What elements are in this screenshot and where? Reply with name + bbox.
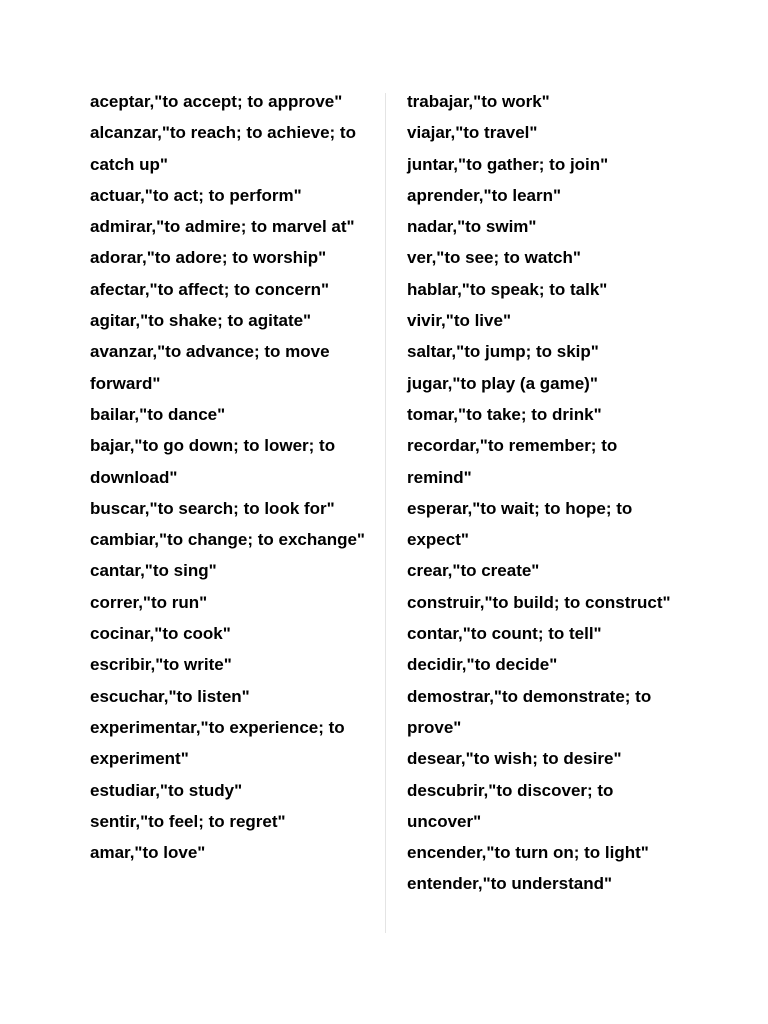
left-column [90,86,375,868]
list-item: hablar,"to speak; to talk" [407,279,608,299]
list-item: adorar,"to adore; to worship" [90,248,327,268]
list-item: nadar,"to swim" [407,217,537,237]
list-item: estudiar,"to study" [90,780,243,800]
list-item: bailar,"to dance" [90,404,226,424]
list-item: escuchar,"to listen" [90,686,250,706]
right-column [407,86,677,900]
list-item: tomar,"to take; to drink" [407,404,602,424]
list-item: actuar,"to act; to perform" [90,185,302,205]
list-item: amar,"to love" [90,843,206,863]
list-item: contar,"to count; to tell" [407,624,602,644]
column-divider [385,93,386,933]
list-item: admirar,"to admire; to marvel at" [90,217,355,237]
list-item: esperar,"to wait; to hope; to expect" [407,498,633,550]
list-item: bajar,"to go down; to lower; to download" [90,436,336,487]
list-item: recordar,"to remember; to remind" [407,436,618,487]
list-item: escribir,"to write" [90,655,232,675]
list-item: agitar,"to shake; to agitate" [90,311,312,331]
list-item: construir,"to build; to construct" [407,592,671,612]
list-item: jugar,"to play (a game)" [407,373,598,393]
list-item: desear,"to wish; to desire" [407,749,622,769]
list-item: aceptar,"to accept; to approve" [90,92,343,111]
list-item: buscar,"to search; to look for" [90,498,335,518]
list-item: entender,"to understand" [407,874,613,894]
list-item: sentir,"to feel; to regret" [90,811,286,831]
list-item: encender,"to turn on; to light" [407,843,649,863]
list-item: alcanzar,"to reach; to achieve; to catch up" [90,123,356,174]
list-item: cocinar,"to cook" [90,624,231,644]
list-item: ver,"to see; to watch" [407,248,581,268]
list-item: afectar,"to affect; to concern" [90,279,330,299]
list-item: decidir,"to decide" [407,655,558,675]
list-item: demostrar,"to demonstrate; to prove" [407,686,652,737]
list-item: viajar,"to travel" [407,123,538,143]
list-item: juntar,"to gather; to join" [407,154,609,174]
list-item: experimentar,"to experience; to experiment" [90,717,345,769]
list-item: aprender,"to learn" [407,185,562,205]
list-item: crear,"to create" [407,561,540,581]
list-item: trabajar,"to work" [407,92,550,111]
list-item: saltar,"to jump; to skip" [407,342,599,362]
list-item: vivir,"to live" [407,311,512,331]
list-item: correr,"to run" [90,592,208,612]
list-item: cantar,"to sing" [90,561,217,581]
list-item: cambiar,"to change; to exchange" [90,530,365,550]
list-item: descubrir,"to discover; to uncover" [407,780,614,831]
list-item: avanzar,"to advance; to move forward" [90,342,330,393]
